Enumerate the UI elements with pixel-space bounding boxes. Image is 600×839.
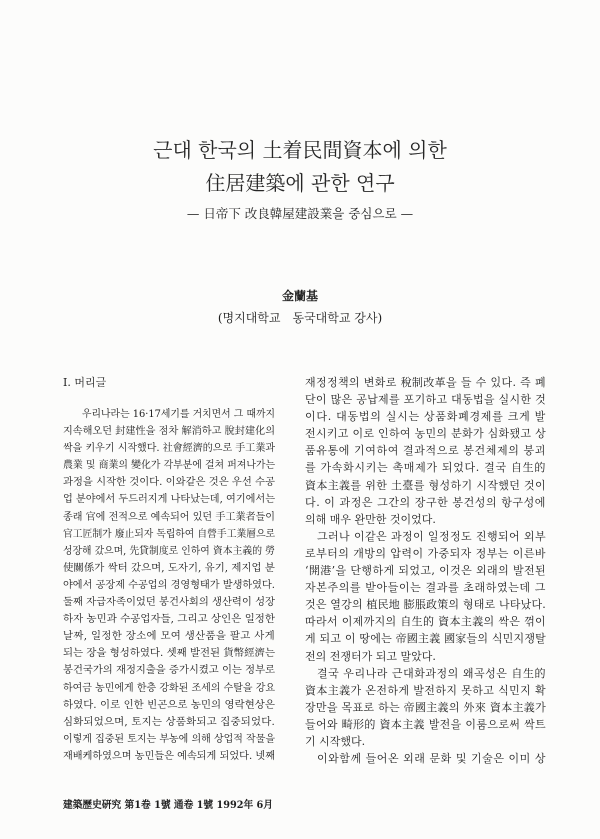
text-line bbox=[305, 494, 546, 511]
text-line-text: 資本主義가 온전하게 발전하지 못하고 식민지 확 bbox=[305, 683, 546, 697]
paragraph bbox=[305, 528, 546, 665]
text-line-text: 것은 열강의 植民地 膨脹政策의 형태로 나타났다. bbox=[305, 598, 546, 612]
text-line bbox=[63, 440, 275, 457]
text-line-text: 업 분야에서 두드러지게 나타났는데, 여기에서는 bbox=[63, 493, 275, 506]
text-line bbox=[63, 474, 275, 491]
paper-title-line: 근대 한국의 土着民間資本에 의한 bbox=[153, 138, 447, 162]
text-line-text: 그러나 이같은 과정이 일정정도 진행되어 외부 bbox=[317, 529, 546, 543]
text-line-text: 둘째 자급자족이었던 봉건사회의 생산력이 성장 bbox=[63, 596, 275, 609]
text-line-text: 하여금 농민에게 한층 강화된 조세의 수탈을 강요 bbox=[63, 681, 275, 694]
text-line bbox=[63, 748, 275, 765]
text-line-text: 과정을 시작한 것이다. 이와같은 것은 우선 수공 bbox=[63, 476, 275, 489]
text-line bbox=[63, 628, 275, 645]
journal-citation bbox=[63, 798, 273, 814]
text-line bbox=[305, 528, 546, 545]
text-line-text: 장만을 목표로 하는 帝國主義의 外來 資本主義가 bbox=[305, 700, 546, 714]
text-line-text: 官工匠制가 廢止되자 독립하여 自營手工業層으로 bbox=[63, 527, 275, 540]
text-line-text: 전의 전쟁터가 되고 말았다. bbox=[305, 649, 436, 663]
text-line bbox=[63, 697, 275, 714]
text-line-text: 하였다. 이로 인한 빈곤으로 농민의 영락현상은 bbox=[63, 698, 275, 711]
text-line-text: 재배케하였으며 농민들은 예속되게 되었다. 넷째 bbox=[63, 749, 275, 762]
section-heading: Ⅰ. 머리글 bbox=[63, 376, 107, 389]
text-line-text: 를 가속화시키는 촉매제가 되었다. 결국 自生的 bbox=[305, 461, 546, 475]
text-line-text: 使關係가 싹터 갔으며, 도자기, 유기, 제지업 분 bbox=[63, 561, 275, 574]
text-line bbox=[63, 423, 275, 440]
text-line-text: 資本主義를 위한 土臺를 형성하기 시작했던 것이 bbox=[305, 478, 546, 492]
text-line-text: 야에서 공장제 수공업의 경영형태가 발생하였다. bbox=[63, 578, 275, 591]
text-line bbox=[305, 665, 546, 682]
paper-title bbox=[0, 134, 600, 200]
text-line bbox=[63, 611, 275, 628]
text-line bbox=[63, 577, 275, 594]
text-line bbox=[305, 630, 546, 647]
text-line bbox=[305, 511, 546, 528]
text-line-text: 봉건국가의 재정지출을 증가시켰고 이는 정부로 bbox=[63, 664, 275, 677]
text-line bbox=[305, 477, 546, 494]
text-line-text: 하자 농민과 수공업자들, 그리고 상인은 일정한 bbox=[63, 613, 275, 626]
right-column bbox=[305, 374, 546, 774]
text-line bbox=[305, 596, 546, 613]
text-line bbox=[305, 733, 546, 750]
text-line-text: 農業 및 商業의 變化가 각부분에 걸쳐 퍼져나가는 bbox=[63, 459, 275, 472]
text-line-text: 이다. 대동법의 실시는 상품화폐경제를 크게 발 bbox=[305, 410, 546, 424]
text-line-text: 재정정책의 변화로 稅制改革을 들 수 있다. 즉 폐 bbox=[305, 376, 546, 389]
text-line bbox=[305, 699, 546, 716]
text-line-text: 성장해 갔으며, 先貸制度로 인하여 資本主義的 勞 bbox=[63, 544, 275, 557]
paper-subtitle: — 日帝下 改良韓屋建設業을 중심으로 — bbox=[186, 206, 414, 221]
text-line bbox=[63, 594, 275, 611]
text-line bbox=[305, 648, 546, 665]
text-line-text: 결국 우리나라 근대화과정의 왜곡성은 自生的 bbox=[317, 666, 546, 680]
paragraph bbox=[305, 750, 546, 767]
text-line bbox=[63, 457, 275, 474]
text-line-text: 이와함께 들어온 외래 문화 및 기술은 이미 상 bbox=[317, 752, 546, 766]
text-line bbox=[305, 374, 546, 391]
text-line bbox=[305, 613, 546, 630]
text-line bbox=[305, 442, 546, 459]
text-line bbox=[63, 731, 275, 748]
text-line-text: ‘開港’을 단행하게 되었고, 이것은 외래의 발전된 bbox=[305, 564, 546, 578]
text-line-text: 로부터의 개방의 압력이 가중되자 정부는 이른바 bbox=[305, 546, 546, 560]
text-line bbox=[63, 406, 275, 423]
text-line bbox=[63, 680, 275, 697]
paper-title-line: 住居建築에 관한 연구 bbox=[205, 171, 395, 195]
text-line bbox=[63, 526, 275, 543]
text-line-text: 싹을 키우기 시작했다. 社會經濟的으로 手工業과 bbox=[63, 442, 275, 455]
text-line bbox=[305, 716, 546, 733]
paragraph bbox=[305, 374, 546, 528]
text-line bbox=[305, 750, 546, 767]
text-line-text: 의해 매우 완만한 것이었다. bbox=[305, 512, 436, 526]
text-line bbox=[63, 543, 275, 560]
paragraph bbox=[305, 665, 546, 750]
text-line bbox=[63, 662, 275, 679]
text-line-text: 지속해오던 封建性을 점차 解消하고 脫封建化의 bbox=[63, 425, 275, 438]
text-line-text: 심화되었으며, 토지는 상품화되고 집중되었다. bbox=[63, 715, 275, 728]
text-line-text: 이렇게 집중된 토지는 부농에 의해 상업적 작물을 bbox=[63, 732, 275, 745]
text-line bbox=[305, 391, 546, 408]
text-line-text: 되는 장을 형성하였다. 셋째 발전된 貨幣經濟는 bbox=[63, 647, 275, 660]
text-line-text: 다. 이 과정은 그간의 장구한 봉건성의 항구성에 bbox=[305, 495, 546, 509]
text-line-text: 우리나라는 16·17세기를 거치면서 그 때까지 bbox=[82, 408, 275, 420]
left-column bbox=[63, 374, 275, 774]
text-line-text: 기 시작했다. bbox=[305, 734, 366, 748]
text-line-text: 날짜, 일정한 장소에 모여 생산품을 팔고 사게 bbox=[63, 630, 275, 643]
text-line-text: 들어와 畸形的 資本主義 발전을 이룸으로써 싹트 bbox=[305, 717, 546, 731]
text-line-text: 품유통에 기여하여 결과적으로 봉건체제의 붕괴 bbox=[305, 444, 546, 458]
text-line bbox=[63, 560, 275, 577]
text-line bbox=[305, 579, 546, 596]
text-line-text: 전시키고 이로 인하여 농민의 분화가 심화됐고 상 bbox=[305, 427, 546, 441]
text-line bbox=[305, 408, 546, 425]
text-line-text: 종래 官에 전적으로 예속되어 있던 手工業者들이 bbox=[63, 510, 275, 523]
text-line-text: 단이 많은 공납제를 포기하고 대동법을 실시한 것 bbox=[305, 393, 546, 407]
text-line-text: 자본주의를 받아들이는 결과를 초래하였는데 그 bbox=[305, 581, 546, 595]
text-line bbox=[305, 425, 546, 442]
text-line bbox=[305, 682, 546, 699]
paragraph bbox=[63, 406, 275, 765]
text-line bbox=[63, 714, 275, 731]
text-line-text: 게 되고 이 땅에는 帝國主義 國家들의 식민지쟁탈 bbox=[305, 632, 546, 646]
text-line bbox=[305, 459, 546, 476]
text-line bbox=[63, 509, 275, 526]
text-line bbox=[63, 645, 275, 662]
author-name: 金蘭基 bbox=[281, 289, 318, 303]
text-line bbox=[305, 562, 546, 579]
text-line bbox=[63, 491, 275, 508]
text-line-text: 따라서 이제까지의 自生的 資本主義의 싹은 꺾이 bbox=[305, 615, 546, 629]
author-affiliation: (명지대학교 동국대학교 강사) bbox=[217, 311, 383, 325]
text-line bbox=[305, 545, 546, 562]
journal-citation-text: 建築歷史硏究 第1卷 1號 通卷 1號 1992年 6月 bbox=[63, 800, 273, 811]
